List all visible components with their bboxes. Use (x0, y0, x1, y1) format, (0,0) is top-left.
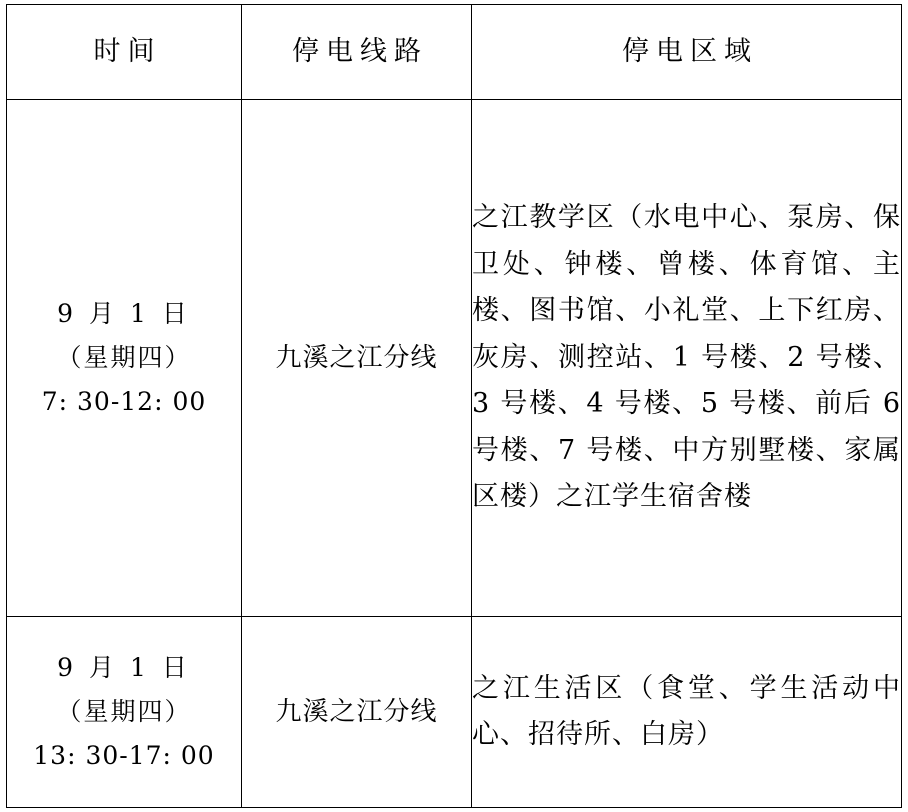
column-header-area-label: 停电区域 (622, 35, 758, 67)
column-header-line (242, 5, 472, 100)
table-row (7, 100, 902, 617)
power-outage-table (6, 4, 902, 808)
cell-time (7, 100, 242, 617)
cell-time (7, 617, 242, 808)
document-page (0, 4, 908, 812)
column-header-line-label: 停电线路 (292, 35, 428, 67)
cell-area: 之江教学区（水电中心、泵房、保卫处、钟楼、曾楼、体育馆、主楼、图书馆、小礼堂、上下红房、灰房、测控站、1 号楼、2 号楼、3 号楼、4 号楼、5 号楼、前后 6 号楼、7 号楼、中方别墅楼、家属区楼）之江学生宿舍楼 (472, 100, 902, 617)
cell-line: 九溪之江分线 (242, 617, 472, 808)
cell-area: 之江生活区（食堂、学生活动中心、招待所、白房） (472, 617, 902, 808)
cell-time-date: 9 月 1 日 (57, 653, 191, 683)
cell-time-weekday: （星期四） (56, 697, 192, 727)
column-header-time-label: 时间 (93, 35, 162, 67)
cell-time-weekday: （星期四） (56, 343, 192, 373)
table-header-row (7, 5, 902, 100)
cell-time-range: 13: 30-17: 00 (33, 740, 215, 770)
column-header-area (472, 5, 902, 100)
cell-line: 九溪之江分线 (242, 100, 472, 617)
table-header (7, 5, 902, 100)
table-body (7, 100, 902, 808)
table-row (7, 617, 902, 808)
column-header-time (7, 5, 242, 100)
cell-time-date: 9 月 1 日 (57, 299, 191, 329)
cell-time-range: 7: 30-12: 00 (41, 386, 207, 416)
